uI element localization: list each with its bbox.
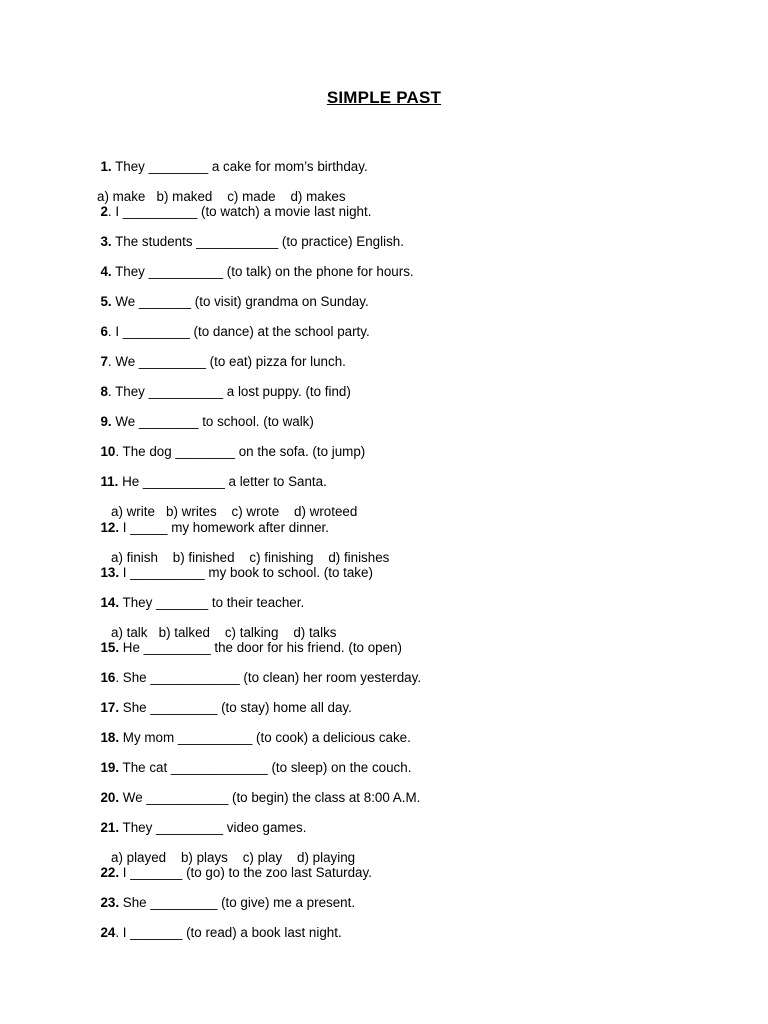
question-4 [93, 249, 414, 279]
question-text: The students ___________ (to practice) English. [111, 234, 404, 249]
question-8 [93, 369, 351, 399]
question-text: She _________ (to give) me a present. [119, 895, 356, 910]
question-number: 1. [100, 159, 112, 174]
question-number: 15. [100, 640, 120, 655]
question-18 [93, 715, 411, 745]
question-9 [93, 399, 314, 429]
question-number: 21. [100, 820, 120, 835]
question-text: We ________ to school. (to walk) [111, 414, 314, 429]
question-text: They _______ to their teacher. [119, 595, 305, 610]
question-text: He ___________ a letter to Santa. [118, 474, 327, 489]
question-number: 11. [100, 474, 119, 489]
question-text: . I __________ (to watch) a movie last night. [107, 204, 372, 219]
question-13 [93, 550, 373, 580]
answer-options: a) make b) maked c) made d) makes [97, 189, 346, 204]
question-text: We ___________ (to begin) the class at 8:00 A.M. [119, 790, 421, 805]
question-number: 2 [100, 204, 108, 219]
question-20 [93, 775, 420, 805]
question-text: They __________ (to talk) on the phone for hours. [111, 264, 414, 279]
question-text: They ________ a cake for mom’s birthday. [111, 159, 368, 174]
question-22 [93, 850, 372, 880]
page-title: SIMPLE PAST [326, 88, 442, 107]
question-17 [93, 685, 352, 715]
question-number: 10 [100, 444, 116, 459]
question-2 [93, 189, 371, 219]
question-7 [93, 339, 346, 369]
question-5 [93, 279, 369, 309]
question-19 [93, 745, 411, 775]
question-text: I _____ my homework after dinner. [119, 520, 329, 535]
question-text: . I _________ (to dance) at the school party. [107, 324, 370, 339]
question-number: 3. [100, 234, 112, 249]
answer-options: a) played b) plays c) play d) playing [111, 850, 356, 865]
question-text: I __________ my book to school. (to take) [119, 565, 373, 580]
question-6 [93, 309, 370, 339]
question-number: 19. [100, 760, 120, 775]
answer-options: a) write b) writes c) wrote d) wroteed [111, 504, 358, 519]
question-10 [93, 429, 365, 459]
answer-options: a) finish b) finished c) finishing d) finishes [111, 550, 390, 565]
answer-options: a) talk b) talked c) talking d) talks [111, 625, 337, 640]
question-text: We _______ (to visit) grandma on Sunday. [111, 294, 369, 309]
question-number: 13. [100, 565, 120, 580]
question-text: . They __________ a lost puppy. (to find) [107, 384, 351, 399]
question-text: . We _________ (to eat) pizza for lunch. [107, 354, 346, 369]
question-number: 22. [100, 865, 120, 880]
question-text: The cat _____________ (to sleep) on the couch. [119, 760, 412, 775]
question-text: . I _______ (to read) a book last night. [115, 925, 342, 940]
question-number: 9. [100, 414, 112, 429]
question-number: 8 [100, 384, 108, 399]
question-number: 24 [100, 925, 116, 940]
question-text: . She ____________ (to clean) her room yesterday. [115, 670, 422, 685]
question-text: She _________ (to stay) home all day. [119, 700, 352, 715]
question-number: 18. [100, 730, 120, 745]
question-number: 4. [100, 264, 112, 279]
question-number: 16 [100, 670, 116, 685]
question-15 [93, 625, 402, 655]
question-number: 6 [100, 324, 108, 339]
question-number: 23. [100, 895, 120, 910]
question-number: 12. [100, 520, 120, 535]
question-number: 14. [100, 595, 120, 610]
question-number: 17. [100, 700, 120, 715]
question-24 [93, 910, 342, 940]
question-text: He _________ the door for his friend. (to open) [119, 640, 402, 655]
question-16 [93, 655, 421, 685]
question-number: 20. [100, 790, 120, 805]
question-text: I _______ (to go) to the zoo last Saturday. [119, 865, 372, 880]
question-23 [93, 880, 355, 910]
question-number: 5. [100, 294, 112, 309]
question-text: My mom __________ (to cook) a delicious cake. [119, 730, 411, 745]
question-text: . The dog ________ on the sofa. (to jump) [115, 444, 366, 459]
question-text: They _________ video games. [119, 820, 307, 835]
question-number: 7 [100, 354, 108, 369]
question-3 [93, 219, 404, 249]
